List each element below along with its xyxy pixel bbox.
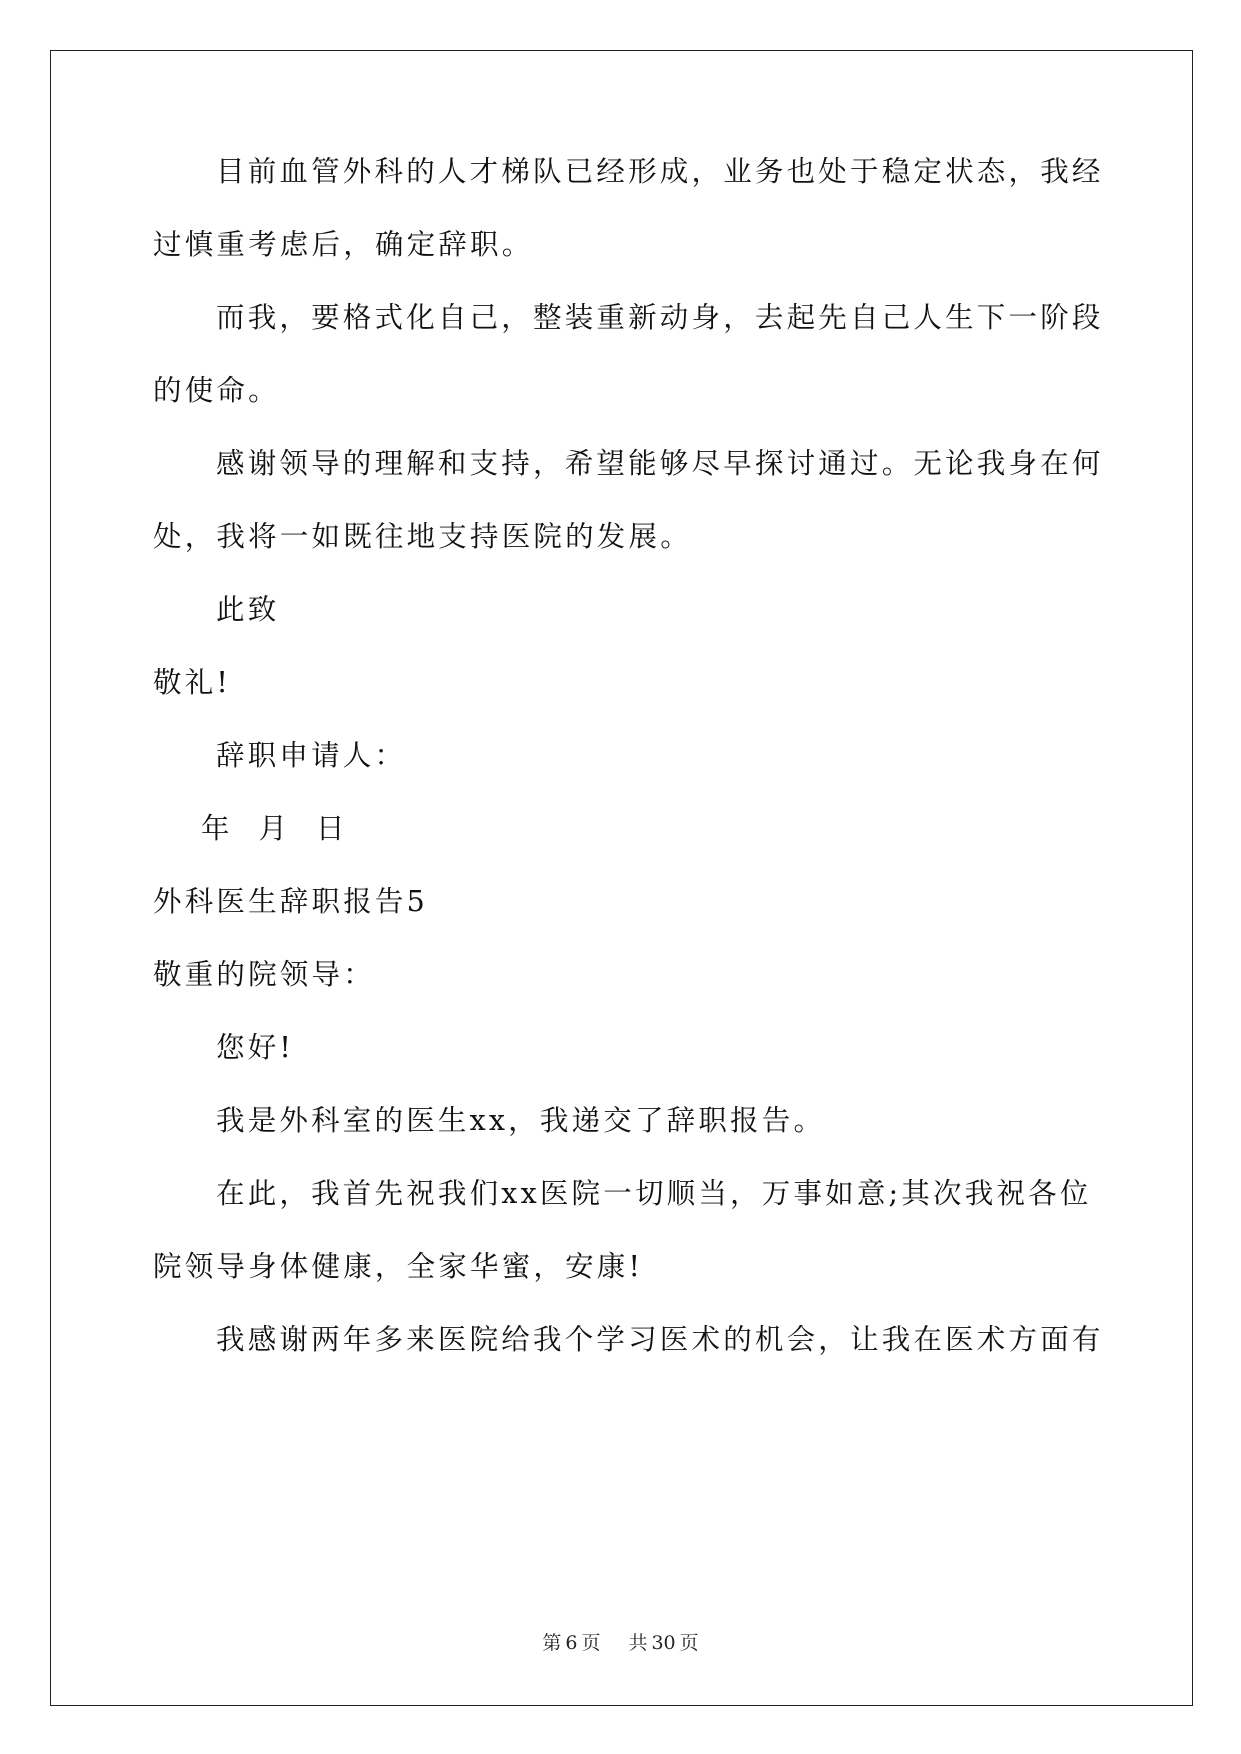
letter-addressee: 敬重的院领导： — [153, 958, 375, 991]
signature-label: 辞职申请人： — [216, 739, 407, 772]
footer-total-pages: 30 — [651, 1632, 676, 1654]
footer-total-prefix: 共 — [628, 1632, 648, 1654]
paragraph-line: 而我，要格式化自己，整装重新动身，去起先自己人生下一阶段 — [216, 301, 1104, 334]
paragraph-line: 目前血管外科的人才梯队已经形成，业务也处于稳定状态，我经 — [216, 155, 1104, 188]
date-line — [153, 809, 374, 849]
section-title: 外科医生辞职报告5 — [153, 885, 428, 918]
footer-page-number: 6 — [565, 1632, 578, 1654]
paragraph-line: 在此，我首先祝我们xx医院一切顺当，万事如意;其次我祝各位 — [216, 1177, 1092, 1210]
closing-salutation: 此致 — [216, 593, 280, 626]
footer-page-prefix: 第 — [542, 1632, 562, 1654]
closing-regards: 敬礼! — [153, 666, 232, 699]
paragraph-line: 的使命。 — [153, 374, 280, 407]
footer-total-unit: 页 — [679, 1632, 699, 1654]
date-year: 年 — [201, 812, 233, 845]
paragraph-line: 院领导身体健康，全家华蜜，安康! — [153, 1250, 644, 1283]
paragraph-line: 过慎重考虑后，确定辞职。 — [153, 228, 534, 261]
footer-page-unit: 页 — [581, 1632, 601, 1654]
page-footer — [0, 1630, 1241, 1656]
paragraph-line: 处，我将一如既往地支持医院的发展。 — [153, 520, 692, 553]
date-month: 月 — [258, 812, 291, 845]
paragraph-line: 我感谢两年多来医院给我个学习医术的机会，让我在医术方面有 — [216, 1323, 1104, 1356]
letter-greeting: 您好! — [216, 1031, 295, 1064]
date-day: 日 — [316, 812, 348, 845]
paragraph-line: 我是外科室的医生xx，我递交了辞职报告。 — [216, 1104, 826, 1137]
paragraph-line: 感谢领导的理解和支持，希望能够尽早探讨通过。无论我身在何 — [216, 447, 1104, 480]
